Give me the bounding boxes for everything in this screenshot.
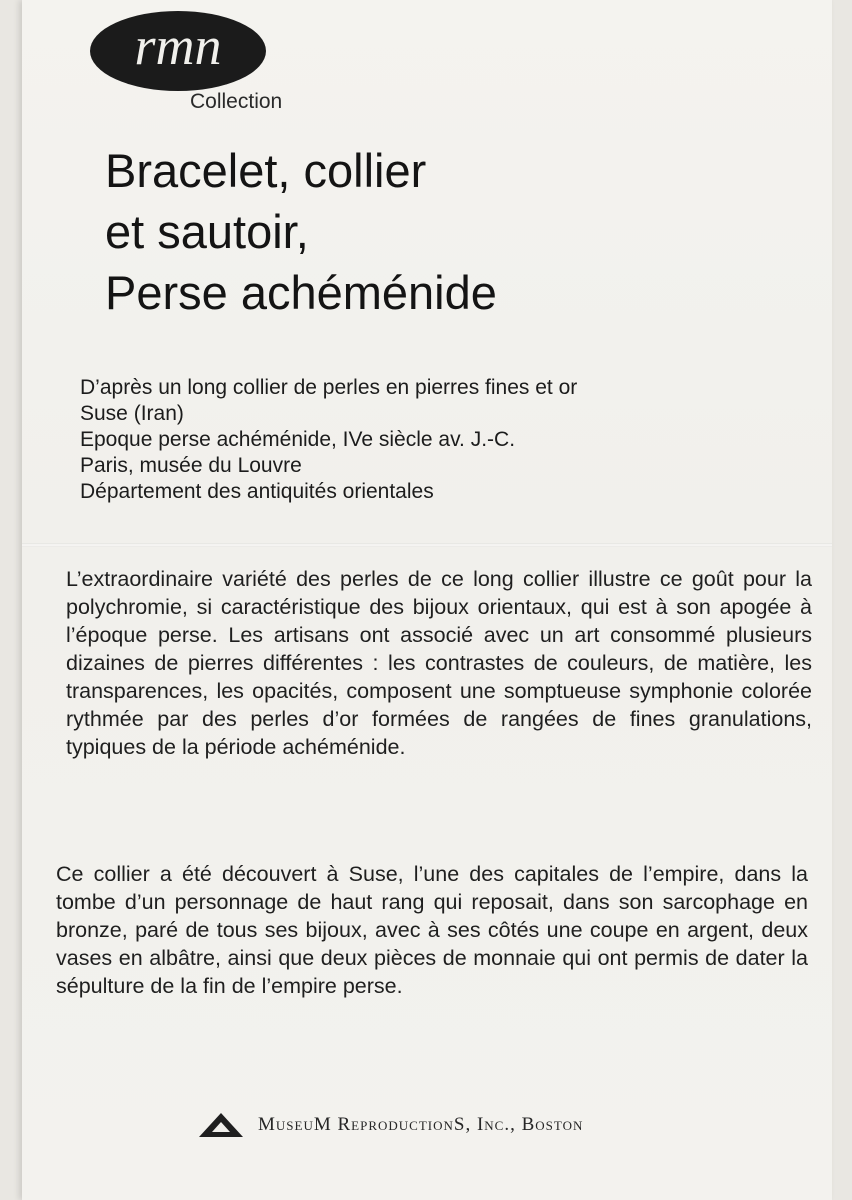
collection-label: Collection bbox=[190, 90, 283, 113]
paper-fold bbox=[22, 543, 832, 547]
body-paragraph-2: Ce collier a été découvert à Suse, l’une des capitales de l’empire, dans la tombe d’un personnage de haut rang qui reposait, dans son sarcophage en bronze, paré de tous ses bijoux, avec à ses côtés une coupe en argent, deux vases en albâtre, ainsi que deux pièces de monnaie qui ont permis de dater la sépulture de la fin de l’empire perse. bbox=[56, 862, 808, 998]
title-line-3: Perse achéménide bbox=[105, 266, 497, 319]
publisher-footer bbox=[198, 1112, 583, 1138]
title-line-1: Bracelet, collier bbox=[105, 144, 427, 197]
triangle-logo-icon bbox=[198, 1112, 244, 1138]
rmn-logo bbox=[88, 8, 268, 94]
rmn-logo-text: rmn bbox=[134, 16, 222, 76]
info-line-4: Paris, musée du Louvre bbox=[80, 454, 302, 477]
body-paragraph-1: L’extraordinaire variété des perles de ce long collier illustre ce goût pour la polychromie, si caractéristique des bijoux orientaux, qui est à son apogée à l’époque perse. Les artisans ont associé avec un art consommé plusieurs dizaines de pierres différentes : les contrastes de couleurs, de matière, les transparences, les opacités, composent une somptueuse symphonie colorée rythmée par des perles d’or formées de rangées de fines granulations, typiques de la période achéménide. bbox=[66, 567, 812, 759]
info-line-3: Epoque perse achéménide, IVe siècle av. J.-C. bbox=[80, 428, 516, 451]
object-info bbox=[80, 375, 780, 505]
info-line-1: D’après un long collier de perles en pierres fines et or bbox=[80, 376, 578, 399]
info-line-2: Suse (Iran) bbox=[80, 402, 184, 425]
info-line-5: Département des antiquités orientales bbox=[80, 480, 434, 503]
page-title bbox=[105, 140, 725, 323]
publisher-name: MuseuM ReproductionS, Inc., Boston bbox=[258, 1114, 584, 1135]
title-line-2: et sautoir, bbox=[105, 205, 309, 258]
